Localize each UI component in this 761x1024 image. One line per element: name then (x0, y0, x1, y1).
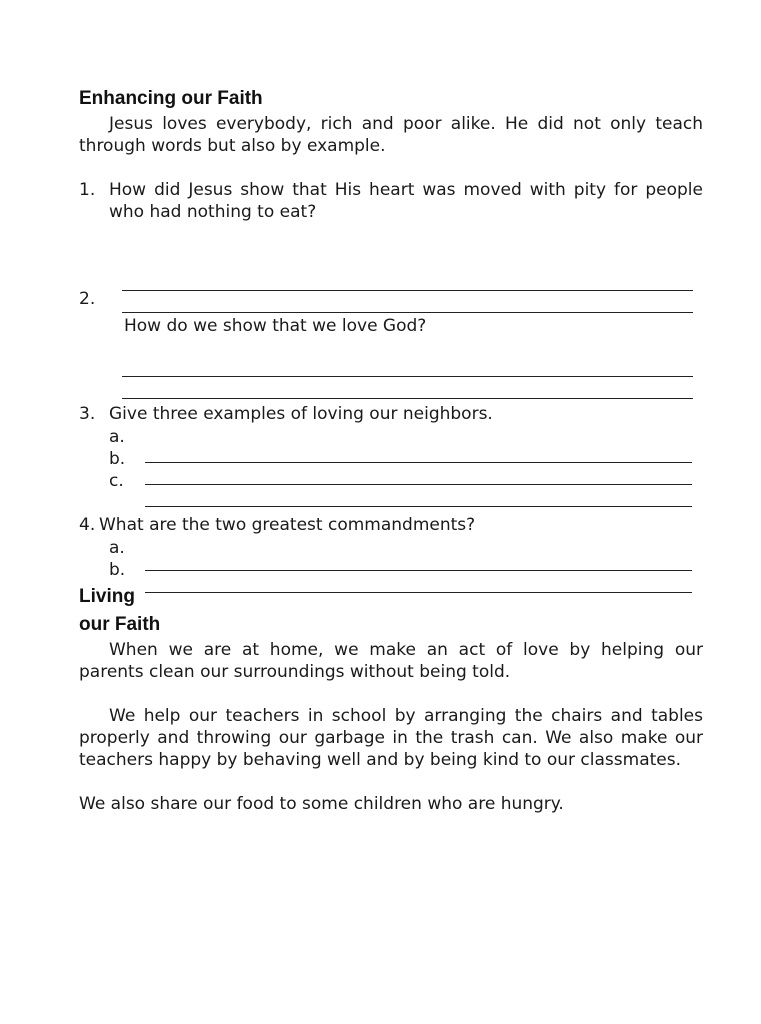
question-3-item-c: c. (109, 471, 124, 491)
answer-line[interactable] (145, 506, 692, 507)
answer-line[interactable] (145, 570, 692, 571)
answer-line[interactable] (145, 462, 692, 463)
question-2-text: How do we show that we love God? (124, 316, 427, 336)
living-paragraph-2-line-3: teachers happy by behaving well and by being kind to our classmates. (79, 750, 681, 770)
question-3-item-b: b. (109, 449, 126, 469)
answer-line[interactable] (122, 312, 693, 313)
question-1-text-line-2: who had nothing to eat? (109, 202, 317, 222)
question-4-item-a: a. (109, 538, 125, 558)
living-paragraph-2-line-2: properly and throwing our garbage in the trash can. We also make our (79, 728, 703, 748)
question-4-text: What are the two greatest commandments? (99, 515, 476, 535)
question-2-number: 2. (79, 289, 96, 309)
section-title-living-line-1: Living (79, 586, 135, 607)
answer-line[interactable] (122, 290, 693, 291)
question-1-number: 1. (79, 180, 96, 200)
intro-line-1: Jesus loves everybody, rich and poor alike. He did not only teach (109, 114, 703, 134)
living-paragraph-2-line-1: We help our teachers in school by arranging the chairs and tables (109, 706, 703, 726)
question-4-item-b: b. (109, 560, 126, 580)
question-3-item-a: a. (109, 427, 125, 447)
living-paragraph-3: We also share our food to some children who are hungry. (79, 794, 564, 814)
question-4-number: 4. (79, 515, 96, 535)
question-3-number: 3. (79, 404, 96, 424)
living-paragraph-1-line-1: When we are at home, we make an act of love by helping our (109, 640, 703, 660)
section-title-living-line-2: our Faith (79, 614, 161, 635)
answer-line[interactable] (145, 484, 692, 485)
answer-line[interactable] (122, 376, 693, 377)
section-title-enhancing: Enhancing our Faith (79, 88, 263, 109)
question-3-text: Give three examples of loving our neighbors. (109, 404, 493, 424)
living-paragraph-1-line-2: parents clean our surroundings without being told. (79, 662, 511, 682)
intro-line-2: through words but also by example. (79, 136, 386, 156)
question-1-text-line-1: How did Jesus show that His heart was moved with pity for people (109, 180, 703, 200)
answer-line[interactable] (122, 398, 693, 399)
answer-line[interactable] (145, 592, 692, 593)
